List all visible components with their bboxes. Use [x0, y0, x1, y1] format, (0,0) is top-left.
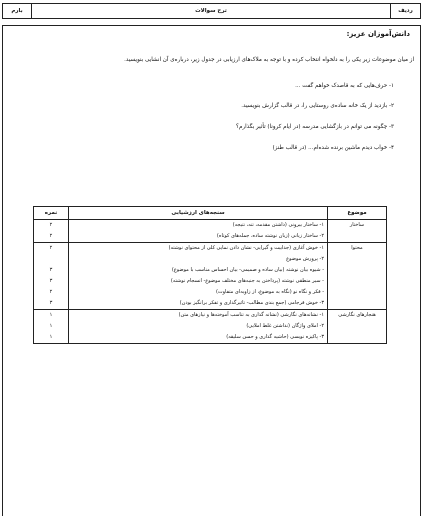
criteria-line: - فکر و نگاه نو (نگاه به موضوع، از زاویه‌ای متفاوت): [215, 289, 324, 295]
score-value: ۱: [49, 323, 53, 329]
criteria-line: ۱- خوش آغازی (جذابیت و گیرایی- نشان دادن نمایی کلی از محتوای نوشته): [168, 245, 324, 251]
table-row: [34, 243, 387, 310]
score-value: ۲: [49, 245, 53, 251]
score-value: [37, 254, 65, 265]
score-value: ۳: [49, 267, 53, 273]
barem-label: بارم: [11, 8, 23, 14]
topic-cell: [328, 220, 387, 243]
topic-cell: [328, 310, 387, 344]
question-item: ۳- چگونه می توانم در بازگشایی مدرسه (در ایام کرونا) تأثیر بگذارم؟: [236, 124, 394, 130]
score-value: ۲: [49, 222, 53, 228]
score-value: ۳: [49, 300, 53, 306]
rubric-table: [33, 206, 387, 344]
criteria-line: ۲- پرورش موضوع: [286, 256, 324, 262]
topic-cell: [328, 243, 387, 310]
score-value: ۲: [49, 233, 53, 239]
score-value: ۱: [49, 334, 53, 340]
score-cell: [34, 220, 69, 243]
header-topic: موضوع: [328, 207, 387, 220]
question-item: ۴- خواب دیدم ماشین برنده شده‌ام... (در قالب طنز): [272, 145, 394, 151]
instructions-text: از میان موضوعات زیر یکی را به دلخواه انتخاب کرده و با توجه به ملاک‌های ارزیابی در جدول زیر، درباره‌ی آن انشایی بنویسید.: [124, 57, 414, 63]
score-value: ۱: [49, 312, 53, 318]
criteria-cell: [69, 243, 328, 310]
criteria-line: ۲- ساختار زبانی (زبان نوشته ساده، جمله‌های کوتاه): [216, 233, 324, 239]
radif-label: ردیف: [390, 4, 420, 18]
table-header-row: [34, 207, 387, 220]
table-row: [34, 220, 387, 243]
criteria-line: ۲- املای واژگان (نداشتن غلط املایی): [246, 323, 324, 329]
question-item: ۱- حرف‌هایی که به قاصدک خواهم گفت ...: [295, 83, 394, 89]
header-title: ترح سوالات: [31, 4, 390, 18]
criteria-line: ۳- خوش فرجامی (جمع بندی مطالب- تاثیرگذاری و تفکر برانگیز بودن): [179, 300, 324, 306]
criteria-line: ۱- ساختار بیرونی (داشتن مقدمه، تنه، نتیجه): [232, 222, 324, 228]
score-cell: [34, 243, 69, 310]
topic-label: هنجارهای نگارشی: [338, 312, 376, 318]
topic-label: محتوا: [351, 245, 363, 251]
criteria-line: - شیوه بیان نوشته (بیان ساده و صمیمی- بیان احساس مناسب با موضوع): [171, 267, 324, 273]
content-frame: [2, 25, 421, 516]
page-heading: دانش‌آموزان عزیز:: [346, 30, 410, 38]
table-row: [34, 310, 387, 344]
question-item: ۲- بازدید از یک خانه ساده‌ی روستایی را، در قالب گزارش بنویسید.: [241, 103, 394, 109]
score-value: ۲: [49, 289, 53, 295]
criteria-cell: [69, 220, 328, 243]
score-cell: [34, 310, 69, 344]
criteria-cell: [69, 310, 328, 344]
criteria-line: - سیر منطقی نوشته (پرداختن به جنبه‌های مختلف موضوع- انسجام نوشته): [170, 278, 324, 284]
header-score: نمره: [34, 207, 69, 220]
score-value: ۳: [49, 278, 53, 284]
topic-label: ساختار: [349, 222, 365, 228]
header-criteria: سنجه‌های ارزشیابی: [69, 207, 328, 220]
header-strip: [2, 3, 421, 19]
criteria-line: ۳- پاکیزه نویسی (حاشیه گذاری و حسن سلیقه): [226, 334, 324, 340]
criteria-line: ۱- نشانه‌های نگارشی (نشانه گذاری به تناسب آموخته‌ها و نیازهای متن): [178, 312, 324, 318]
